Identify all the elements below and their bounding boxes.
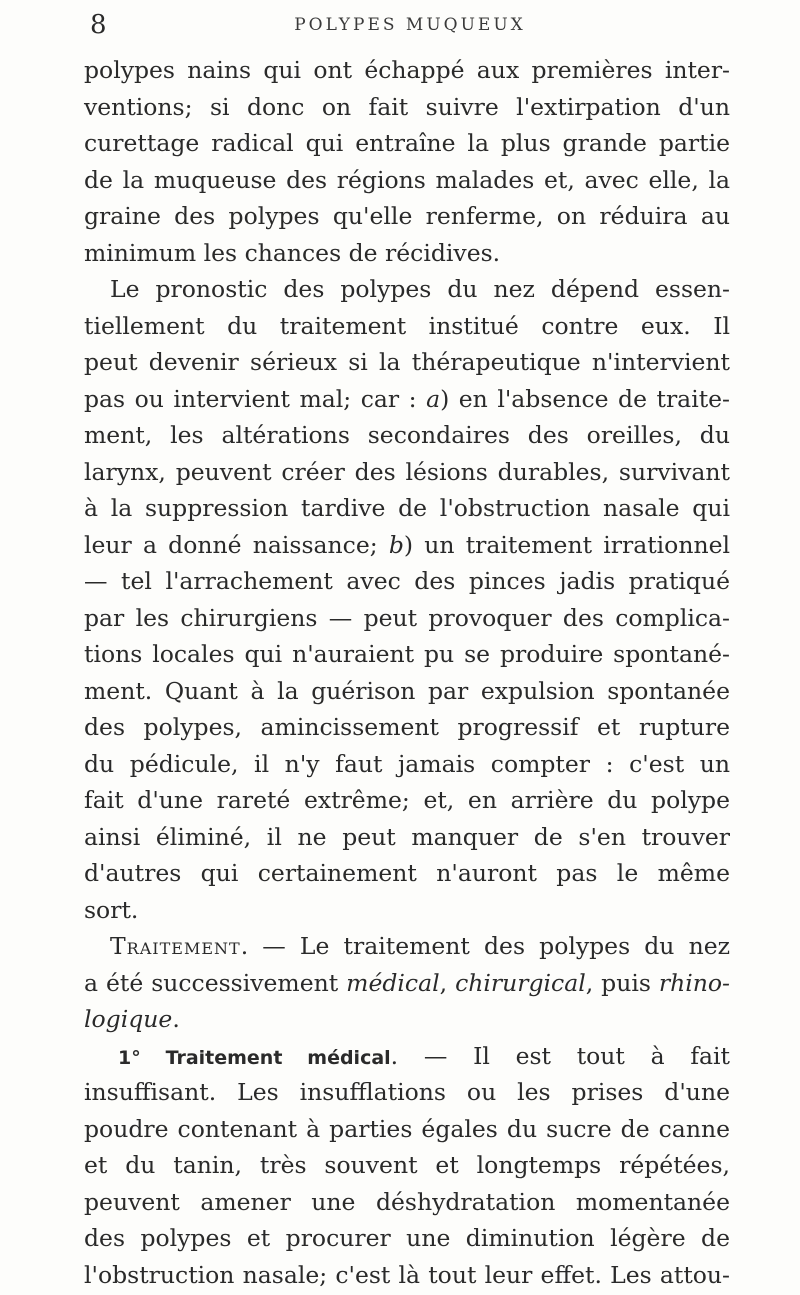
text-line: — tel l'arrachement avec des pinces jadis pratiqué (84, 567, 730, 595)
text-line: d'autres qui certainement n'auront pas le même (84, 859, 730, 887)
text-line: et du tanin, très souvent et longtemps répétées, (84, 1151, 730, 1179)
italic-marker: b (388, 530, 404, 559)
page-header (90, 10, 730, 40)
text-line: peut devenir sérieux si la thérapeutique n'intervient (84, 348, 730, 376)
text-line: des polypes, amincissement progressif et rupture (84, 713, 730, 741)
text-span: , (439, 968, 456, 997)
text-line: ment, les altérations secondaires des oreilles, du (84, 421, 730, 449)
text-line: des polypes et procurer une diminution légère de (84, 1224, 730, 1252)
text-line: poudre contenant à parties égales du sucre de canne (84, 1114, 730, 1143)
running-title: POLYPES MUQUEUX (294, 15, 526, 35)
italic-term: rhino- (658, 968, 730, 997)
text-span: ) en l'absence de traite- (440, 384, 730, 413)
body-text (84, 52, 730, 1293)
text-line: ventions; si donc on fait suivre l'extirpation d'un (84, 92, 730, 121)
italic-marker: a (426, 384, 441, 413)
text-line: polypes nains qui ont échappé aux premières inter- (84, 56, 730, 84)
text-line: par les chirurgiens — peut provoquer des complica- (84, 603, 730, 632)
text-line: tiellement du traitement institué contre eux. Il (84, 311, 730, 340)
text-line (84, 527, 730, 564)
text-line (84, 965, 730, 1002)
subsection-heading-line (84, 1038, 730, 1075)
text-span: ) un traitement irrationnel (403, 530, 731, 559)
page-number: 8 (90, 10, 107, 40)
italic-term: logique (84, 1005, 173, 1033)
text-line: à la suppression tardive de l'obstruction nasale qui (84, 494, 730, 522)
text-line: fait d'une rareté extrême; et, en arrière du polype (84, 786, 730, 814)
text-span: . — Il est tout à fait (390, 1041, 730, 1070)
text-span: . (172, 1005, 180, 1033)
text-span: , puis (585, 968, 659, 997)
text-line: minimum les chances de récidives. (84, 238, 501, 267)
text-line (84, 381, 730, 418)
text-line: de la muqueuse des régions malades et, avec elle, la (84, 165, 730, 194)
text-span: leur a donné naissance; (84, 530, 389, 559)
text-line: tions locales qui n'auraient pu se produire spontané- (84, 640, 730, 668)
section-heading-line (84, 928, 730, 965)
italic-term: médical (346, 968, 440, 997)
text-line: graine des polypes qu'elle renferme, on réduira au (84, 202, 730, 230)
text-line (84, 1001, 730, 1038)
text-span: . — Le traitement des polypes du nez (240, 932, 730, 960)
section-heading: Traitement (110, 932, 241, 960)
paragraph-start-line: Le pronostic des polypes du nez dépend essen- (110, 275, 730, 303)
text-line: sort. (84, 895, 139, 924)
subsection-heading: 1° Traitement médical (118, 1046, 391, 1069)
text-span: a été successivement (84, 968, 347, 997)
text-line: l'obstruction nasale; c'est là tout leur effet. Les attou- (84, 1260, 730, 1289)
text-line: larynx, peuvent créer des lésions durables, survivant (84, 457, 730, 486)
text-line: ment. Quant à la guérison par expulsion spontanée (84, 676, 730, 705)
text-span: pas ou intervient mal; car : (84, 384, 427, 413)
text-line: curettage radical qui entraîne la plus grande partie (84, 129, 730, 157)
text-line: ainsi éliminé, il ne peut manquer de s'en trouver (84, 822, 730, 851)
italic-term: chirurgical (455, 968, 586, 997)
text-line: peuvent amener une déshydratation momentanée (84, 1187, 730, 1216)
text-line: insuffisant. Les insufflations ou les prises d'une (84, 1078, 730, 1106)
text-line: du pédicule, il n'y faut jamais compter : c'est un (84, 749, 730, 778)
